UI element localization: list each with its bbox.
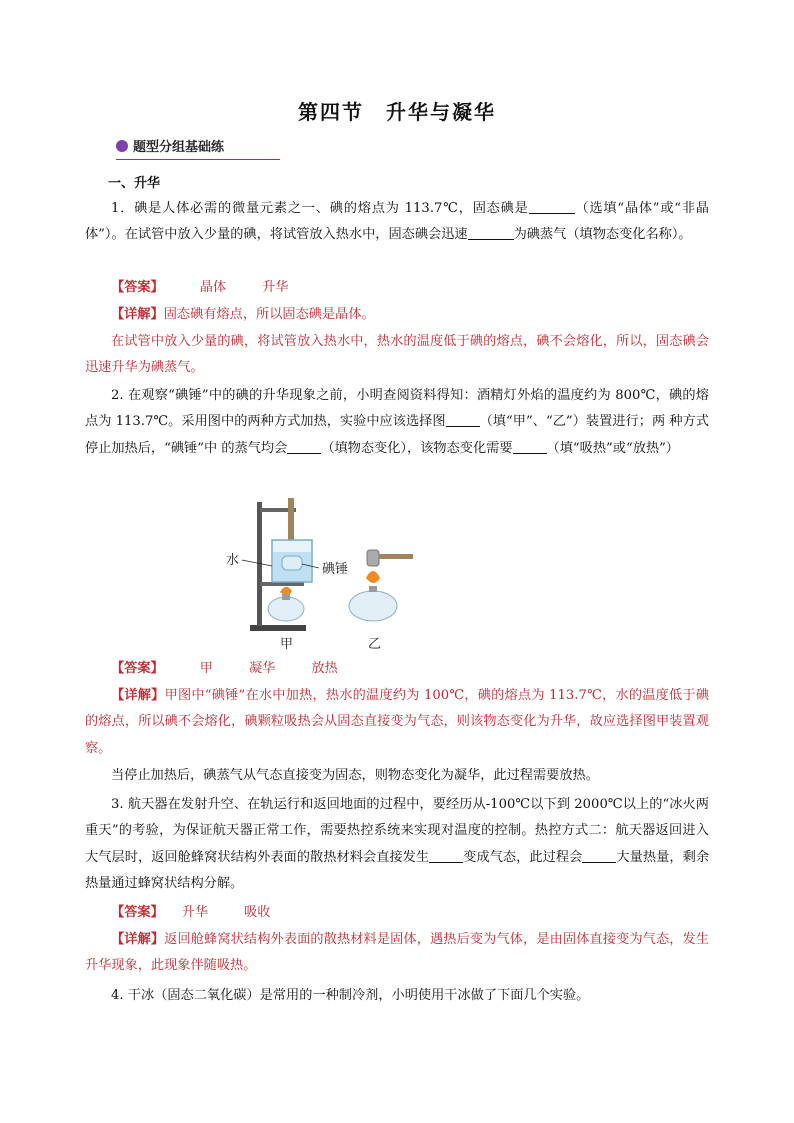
- lamp-wick-yi: [369, 586, 377, 592]
- q1-detail: 【详解】固态碘有熔点，所以固态碘是晶体。: [111, 307, 375, 322]
- answer-blank: [446, 412, 480, 427]
- answer-blank: [429, 848, 463, 863]
- alcohol-lamp-yi: [349, 591, 397, 621]
- bullet-dot-icon: [116, 140, 128, 152]
- q2-detail-2: 当停止加热后，碘蒸气从气态直接变为固态，则物态变化为凝华，此过程需要放热。: [111, 768, 599, 783]
- subsection-heading: 一、升华: [108, 176, 161, 191]
- iodine-hammer-yi: [367, 550, 379, 566]
- section-tag-label: 题型分组基础练: [133, 140, 225, 155]
- q1-answer: 【答案】 晶体 升华: [111, 280, 289, 295]
- figure-label-jia: 甲: [280, 637, 294, 652]
- answer-blank: [582, 848, 616, 863]
- q1-detail-2: 在试管中放入少量的碘，将试管放入热水中，热水的温度低于碘的熔点，碘不会熔化，所以，固态碘会迅速升华为碘蒸气。: [85, 334, 709, 376]
- q3-detail: 【详解】返回舱蜂窝状结构外表面的散热材料是固体，遇热后变为气体，是由固体直接变为气态，发生升华现象，此现象伴随吸热。: [85, 932, 710, 974]
- flame-jia: [280, 587, 292, 596]
- figure-label-water: 水: [226, 553, 240, 568]
- answer-blank: [513, 439, 547, 454]
- q3-answer: 【答案】 升华 吸收: [111, 905, 271, 920]
- figure-label-hammer: 碘锤: [322, 562, 349, 577]
- answer-blank: [529, 199, 575, 214]
- answer-blank: [287, 439, 321, 454]
- question-4: 4. 干冰（固态二氧化碳）是常用的一种制冷剂，小明使用干冰做了下面几个实验。: [111, 988, 590, 1003]
- title-section-number: 第四节: [298, 100, 364, 124]
- q2-detail: 【详解】甲图中“碘锤”在水中加热，热水的温度约为 100℃，碘的熔点为 113.7℃，水的温度低于碘的熔点，所以碘不会熔化，碘颗粒吸热会从固态直接变为气态，则该物态变化为升华，故应选择图甲装置观察。: [85, 688, 710, 756]
- question-2: 2. 在观察“碘锤”中的碘的升华现象之前，小明查阅资料得知：酒精灯外焰的温度约为 800℃，碘的熔点为 113.7℃。采用图中的两种方式加热，实验中应该选择图 （填“甲”、“乙”）装置进行；两 种方式停止加热后，“碘锤”中 的蒸气均会 （填物态变化），该物态变化需要 （填“吸热”或“放热”）: [85, 388, 709, 456]
- answer-blank: [468, 225, 514, 240]
- q2-answer: 【答案】 甲 凝华 放热: [111, 661, 338, 676]
- lamp-wick-jia: [282, 594, 290, 600]
- question-3: 3. 航天器在发射升空、在轨运行和返回地面的过程中，要经历从-100℃以下到 2000℃以上的“冰火两重天”的考验，为保证航天器正常工作，需要热控系统来实现对温度的控制。热控方式二：航天器返回进入大气层时，返回舱蜂窝状结构外表面的散热材料会直接发生 变成气态，此过程会 大量热量，剩余热量通过蜂窝状结构分解。: [85, 797, 710, 892]
- page-title: [0, 96, 794, 125]
- section-tag: [116, 139, 280, 160]
- alcohol-lamp-jia: [268, 597, 304, 621]
- flame-yi: [366, 571, 380, 583]
- hammer-handle-yi: [379, 554, 413, 559]
- title-topic: 升华与凝华: [386, 100, 496, 124]
- iodine-hammer-bulb-jia: [282, 556, 302, 570]
- experiment-figure: [222, 494, 422, 654]
- question-1: 1．碘是人体必需的微量元素之一、碘的熔点为 113.7℃，固态碘是 （选填“晶体”或“非晶体”）。在试管中放入少量的碘，将试管放入热水中，固态碘会迅速 为碘蒸气（填物态变化名称）。: [85, 201, 709, 243]
- figure-label-yi: 乙: [368, 637, 382, 652]
